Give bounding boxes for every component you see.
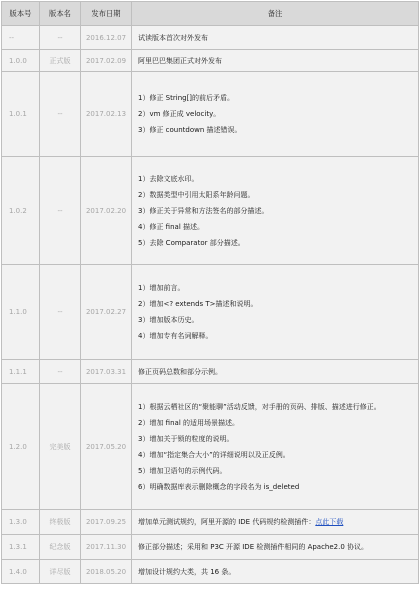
cell-version: 1.3.1 — [2, 535, 40, 560]
cell-version: 1.1.0 — [2, 265, 40, 360]
cell-version: 1.1.1 — [2, 360, 40, 384]
cell-name: -- — [40, 265, 81, 360]
cell-notes — [132, 50, 419, 72]
note-line: 试读版本首次对外发布 — [138, 33, 208, 42]
cell-version: 1.0.1 — [2, 72, 40, 157]
cell-notes — [132, 560, 419, 584]
table-row — [2, 26, 419, 50]
note-line: 2）数据类型中引用太阳系年龄问题。 — [138, 190, 255, 199]
cell-date: 2016.12.07 — [81, 26, 132, 50]
cell-name: 终极版 — [40, 510, 81, 535]
cell-name: -- — [40, 72, 81, 157]
cell-notes — [132, 384, 419, 510]
cell-notes — [132, 157, 419, 265]
cell-date: 2017.02.20 — [81, 157, 132, 265]
note-line: 4）增加“指定集合大小”的详细说明以及正反例。 — [138, 450, 290, 459]
table-row — [2, 560, 419, 584]
table-row — [2, 535, 419, 560]
cell-date: 2017.09.25 — [81, 510, 132, 535]
note-line: 2）增加<? extends T>描述和说明。 — [138, 300, 258, 308]
note-line: 2）vm 修正成 velocity。 — [138, 110, 221, 118]
note-line: 1）增加前言。 — [138, 284, 185, 292]
cell-date: 2017.05.20 — [81, 384, 132, 510]
note-line — [138, 517, 412, 527]
cell-notes — [132, 265, 419, 360]
cell-notes — [132, 360, 419, 384]
table-row — [2, 72, 419, 157]
cell-date: 2017.03.31 — [81, 360, 132, 384]
note-text: 增加单元测试规约，阿里开源的 IDE 代码规约检测插件： — [138, 518, 316, 526]
note-line: 4）增加专有名词解释。 — [138, 332, 213, 340]
version-history-table — [1, 1, 419, 584]
cell-name: -- — [40, 360, 81, 384]
cell-notes — [132, 510, 419, 535]
cell-version: 1.4.0 — [2, 560, 40, 584]
cell-name: 正式版 — [40, 50, 81, 72]
header-name: 版本名 — [40, 2, 81, 26]
table-row — [2, 384, 419, 510]
note-line: 3）修正 countdown 描述错误。 — [138, 126, 242, 134]
table-row — [2, 50, 419, 72]
note-line: 3）修正关于异常和方法签名的部分描述。 — [138, 206, 269, 215]
note-line: 1）修正 String[]的前后矛盾。 — [138, 94, 235, 102]
cell-notes — [132, 26, 419, 50]
note-line: 1）去除文底水印。 — [138, 174, 199, 183]
note-line: 2）增加 final 的适用场景描述。 — [138, 418, 239, 427]
cell-version: 1.2.0 — [2, 384, 40, 510]
table-row — [2, 157, 419, 265]
note-line: 5）增加卫语句的示例代码。 — [138, 466, 227, 475]
cell-date: 2017.02.27 — [81, 265, 132, 360]
cell-date: 2017.02.13 — [81, 72, 132, 157]
cell-name: -- — [40, 26, 81, 50]
note-line: 5）去除 Comparator 部分描述。 — [138, 238, 245, 247]
table-header-row — [2, 2, 419, 26]
cell-name: 纪念版 — [40, 535, 81, 560]
note-line: 3）增加关于锁的粒度的说明。 — [138, 434, 234, 443]
cell-version: -- — [2, 26, 40, 50]
note-line: 3）增加版本历史。 — [138, 316, 199, 324]
cell-date: 2017.02.09 — [81, 50, 132, 72]
note-line: 修正部分描述；采用和 P3C 开源 IDE 检测插件相同的 Apache2.0 协议。 — [138, 543, 369, 551]
note-line: 1）根据云栖社区的“聚能聊”活动反馈，对手册的页码、排版、描述进行修正。 — [138, 402, 381, 411]
note-line: 4）修正 final 描述。 — [138, 222, 204, 231]
download-link[interactable]: 点此下载 — [315, 518, 344, 526]
cell-version: 1.0.0 — [2, 50, 40, 72]
cell-name: 完美版 — [40, 384, 81, 510]
table-row — [2, 510, 419, 535]
note-line: 修正页码总数和部分示例。 — [138, 367, 222, 376]
cell-notes — [132, 72, 419, 157]
table-row — [2, 265, 419, 360]
note-line: 6）明确数据库表示删除概念的字段名为 is_deleted — [138, 482, 300, 491]
table-row — [2, 360, 419, 384]
note-line: 阿里巴巴集团正式对外发布 — [138, 56, 222, 65]
cell-name: 详尽版 — [40, 560, 81, 584]
cell-date: 2017.11.30 — [81, 535, 132, 560]
cell-date: 2018.05.20 — [81, 560, 132, 584]
cell-name: -- — [40, 157, 81, 265]
cell-notes — [132, 535, 419, 560]
cell-version: 1.0.2 — [2, 157, 40, 265]
note-line: 增加设计规约大类，共 16 条。 — [138, 567, 236, 576]
cell-version: 1.3.0 — [2, 510, 40, 535]
header-notes: 备注 — [132, 2, 419, 26]
header-date: 发布日期 — [81, 2, 132, 26]
header-version: 版本号 — [2, 2, 40, 26]
